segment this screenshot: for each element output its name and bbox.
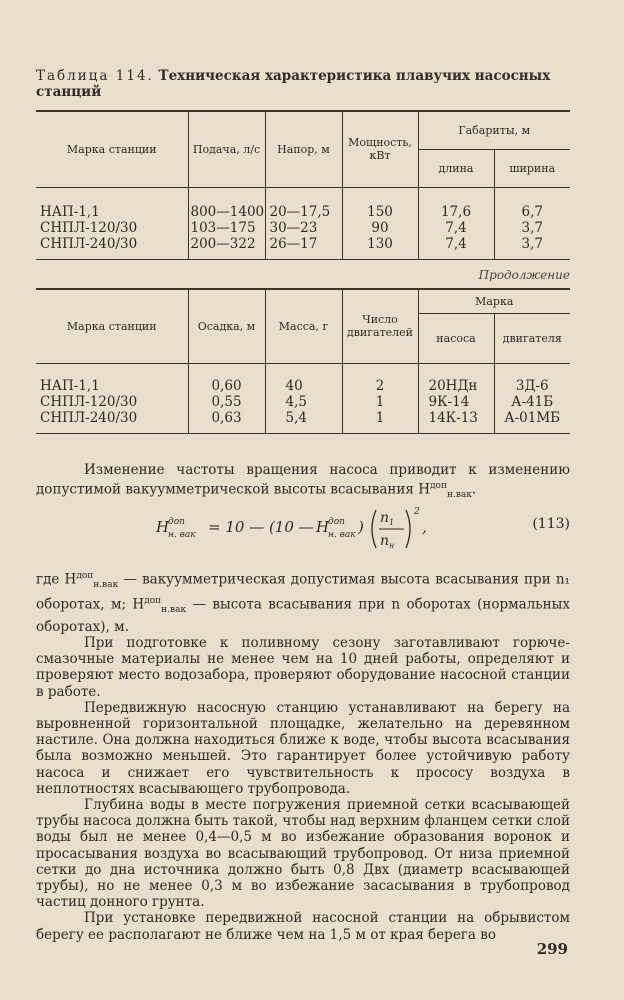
col-power [342, 187, 418, 259]
row-engine: А-01МБ [504, 409, 561, 426]
col-width [494, 187, 570, 259]
row-station: СНПЛ-120/30 [40, 219, 138, 236]
row-mass: 4,5 [285, 393, 307, 410]
header-dims: Габариты, м [418, 111, 570, 149]
svg-text:H: H [316, 518, 330, 536]
row-engines: 1 [375, 409, 385, 426]
intro-end: . [471, 481, 477, 498]
row-length: 7,4 [445, 219, 467, 236]
where-sup: доп [144, 596, 162, 607]
row-engine: 3Д-6 [515, 377, 549, 394]
col-station [36, 363, 188, 433]
header-brand: Марка [418, 289, 570, 313]
svg-text:): ) [358, 518, 364, 536]
table-caption [36, 68, 576, 100]
header-station: Марка станции [36, 111, 188, 187]
svg-text:H: H [156, 518, 170, 536]
col-length [418, 187, 494, 259]
svg-text:n: n [380, 510, 390, 526]
header-flow: Подача, л/с [188, 111, 265, 187]
col-head [265, 187, 342, 259]
where-sub: н.вак [93, 580, 119, 591]
row-head: 30—23 [269, 219, 318, 236]
svg-text:= 10 — (10 —: = 10 — (10 — [208, 518, 314, 536]
spec-table-part1 [36, 110, 570, 260]
row-engines: 1 [375, 393, 385, 410]
col-draft [188, 363, 265, 433]
intro-sub: н.вак [446, 490, 472, 501]
col-station [36, 187, 188, 259]
row-station: СНПЛ-240/30 [40, 235, 138, 252]
svg-text:доп: доп [168, 517, 185, 527]
row-head: 26—17 [269, 235, 318, 252]
header-head: Напор, м [265, 111, 342, 187]
where-sup: доп [76, 571, 94, 581]
row-engine: А-41Б [511, 393, 554, 410]
where-paragraph [36, 568, 570, 635]
col-engines [342, 363, 418, 433]
svg-text:н. вак: н. вак [328, 530, 356, 540]
col-flow [188, 187, 265, 259]
svg-text:n: n [380, 533, 390, 549]
header-engine: двигателя [494, 313, 570, 363]
header-power: Мощность, кВт [342, 111, 418, 187]
row-station: НАП-1,1 [40, 203, 100, 220]
row-width: 3,7 [521, 219, 543, 236]
row-width: 3,7 [521, 235, 543, 252]
table-caption-lead: Таблица 114. [36, 68, 154, 84]
row-power: 130 [367, 235, 393, 252]
header-mass: Масса, г [265, 289, 342, 363]
row-mass: 5,4 [285, 409, 307, 426]
where-text: — вакуумметрическая допустимая высота всасывания при n₁ оборотах, м; H [36, 571, 570, 613]
svg-text:1: 1 [389, 518, 395, 527]
row-station: СНПЛ-240/30 [40, 409, 138, 426]
intro-sup: доп [430, 481, 447, 492]
row-mass: 40 [285, 377, 303, 394]
row-flow: 103—175 [190, 219, 256, 236]
row-engines: 2 [375, 377, 385, 394]
header-width: ширина [494, 149, 570, 187]
intro-text: Изменение частоты вращения насоса приводит к изменению допустимой вакуумметрической высоты всасывания H [36, 462, 570, 498]
continued-label: Продолжение [478, 268, 570, 282]
row-length: 17,6 [440, 203, 472, 220]
col-engine [494, 363, 570, 433]
table-caption-title: Техническая характеристика плавучих насосных станций [36, 68, 551, 100]
row-draft: 0,63 [211, 409, 242, 426]
spec-table-part2 [36, 288, 570, 434]
svg-text:2: 2 [414, 507, 420, 517]
row-draft: 0,55 [211, 393, 242, 410]
row-pump: 14К-13 [428, 409, 478, 426]
svg-text:,: , [422, 518, 427, 536]
col-mass [265, 363, 342, 433]
svg-text:н. вак: н. вак [168, 530, 196, 540]
where-sub: н.вак [161, 605, 187, 616]
formula-113 [150, 502, 570, 556]
header-station: Марка станции [36, 289, 188, 363]
header-engines: Число двигателей [342, 289, 418, 363]
page-number: 299 [536, 940, 568, 958]
row-flow: 800—1400 [190, 203, 265, 220]
paragraph-installation: Передвижную насосную станцию устанавливают на берегу на выровненной горизонтальной площадке, желательно на деревянном настиле. Она должна находиться ближе к воде, чтобы высота всасывания была возможно меньшей. Это гарантирует более устойчивую работу насоса и снижает его чувствительность к прососу воздуха в неплотностях всасывающего трубопровода. [36, 699, 570, 797]
formula-number: (113) [532, 516, 570, 532]
row-length: 7,4 [445, 235, 467, 252]
row-draft: 0,60 [211, 377, 242, 394]
row-station: НАП-1,1 [40, 377, 100, 394]
svg-text:доп: доп [328, 517, 345, 527]
row-width: 6,7 [521, 203, 543, 220]
header-draft: Осадка, м [188, 289, 265, 363]
paragraph-preparation: При подготовке к поливному сезону заготавливают горюче-смазочные материалы не менее чем на 10 дней работы, определяют и проверяют место водозабора, проверяют оборудование насосной станции в работе. [36, 634, 570, 700]
row-pump: 20НДн [428, 377, 478, 394]
col-pump [418, 363, 494, 433]
header-pump: насоса [418, 313, 494, 363]
body-text [36, 568, 570, 943]
intro-paragraph [36, 462, 570, 504]
row-flow: 200—322 [190, 235, 256, 252]
svg-text:н: н [389, 541, 395, 550]
paragraph-depth: Глубина воды в месте погружения приемной сетки всасывающей трубы насоса должна быть такой, чтобы над верхним фланцем сетки слой воды был не менее 0,4—0,5 м во избежание образования воронок и просасывания воздуха во всасывающий трубопровод. От низа приемной сетки до дна источника должно быть 0,8 Двх (диаметр всасывающей трубы), но не менее 0,3 м во избежание засасывания в трубопровод частиц донного грунта. [36, 797, 570, 911]
paragraph-steep-bank: При установке передвижной насосной станции на обрывистом берегу ее располагают не ближе чем на 1,5 м от края берега во [36, 910, 570, 943]
row-power: 90 [371, 219, 389, 236]
formula-graphic [150, 502, 490, 556]
row-pump: 9К-14 [428, 393, 470, 410]
row-head: 20—17,5 [269, 203, 331, 220]
where-text: — высота всасывания при n оборотах (нормальных оборотах), м. [36, 596, 571, 635]
header-length: длина [418, 149, 494, 187]
row-station: СНПЛ-120/30 [40, 393, 138, 410]
row-power: 150 [367, 203, 393, 220]
where-text: где H [36, 571, 77, 588]
